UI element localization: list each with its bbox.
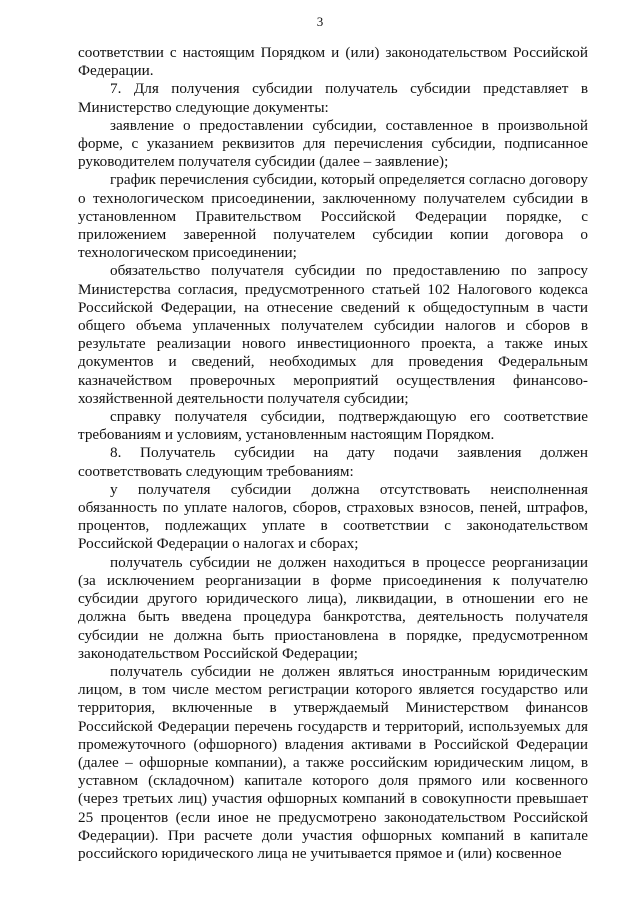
document-body xyxy=(78,44,588,863)
paragraph-certificate: справку получателя субсидии, подтверждающую его соответствие требованиям и условиям, установленным настоящим Порядком. xyxy=(78,408,588,444)
paragraph-foreign-entity-requirement: получатель субсидии не должен являться иностранным юридическим лицом, в том числе местом регистрации которого является государство или территория, включенные в утверждаемый Министерством финансов Российской Федерации перечень государств и территорий, используемых для промежуточного (офшорного) владения активами в Российской Федерации (далее – офшорные компании), а также российским юридическим лицом, в уставном (складочном) капитале которого доля прямого или косвенного (через третьих лиц) участия офшорных компаний в совокупности превышает 25 процентов (если иное не предусмотрено законодательством Российской Федерации). При расчете доли участия офшорных компаний в капитале российского юридического лица не учитывается прямое и (или) косвенное xyxy=(78,662,588,862)
paragraph-application: заявление о предоставлении субсидии, составленное в произвольной форме, с указанием реквизитов для перечисления субсидии, подписанное руководителем получателя субсидии (далее – заявление); xyxy=(78,116,588,171)
paragraph-item-7: 7. Для получения субсидии получатель субсидии представляет в Министерство следующие документы: xyxy=(78,80,588,116)
paragraph-item-8: 8. Получатель субсидии на дату подачи заявления должен соответствовать следующим требованиям: xyxy=(78,444,588,480)
paragraph-obligation: обязательство получателя субсидии по предоставлению по запросу Министерства согласия, предусмотренного статьей 102 Налогового кодекса Российской Федерации, на отнесение сведений к общедоступным в части общего объема уплаченных получателем субсидии налогов и сборов в результате реализации нового инвестиционного проекта, а также иных документов и сведений, необходимых для проведения Федеральным казначейством проверочных мероприятий осуществления финансово-хозяйственной деятельности получателя субсидии; xyxy=(78,262,588,407)
paragraph-tax-requirement: у получателя субсидии должна отсутствовать неисполненная обязанность по уплате налогов, сборов, страховых взносов, пеней, штрафов, процентов, подлежащих уплате в соответствии с законодательством Российской Федерации о налогах и сборах; xyxy=(78,480,588,553)
paragraph-continuation: соответствии с настоящим Порядком и (или) законодательством Российской Федерации. xyxy=(78,44,588,80)
paragraph-reorganization-requirement: получатель субсидии не должен находиться в процессе реорганизации (за исключением реорганизации в форме присоединения к получателю субсидии другого юридического лица), ликвидации, в отношении его не должна быть введена процедура банкротства, деятельность получателя субсидии не должна быть приостановлена в порядке, предусмотренном законодательством Российской Федерации; xyxy=(78,553,588,662)
page-number: 3 xyxy=(316,14,324,29)
paragraph-payment-schedule: график перечисления субсидии, который определяется согласно договору о технологическом присоединении, заключенному получателем субсидии в установленном Правительством Российской Федерации порядке, с приложением заверенной получателем субсидии копии договора о технологическом присоединении; xyxy=(78,171,588,262)
